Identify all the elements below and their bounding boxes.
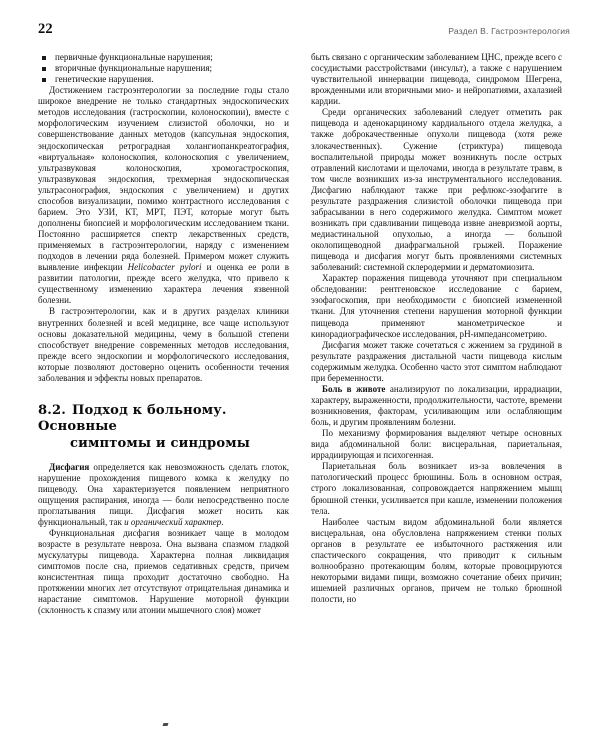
text-run: В гастроэнтерологии, как и в других разделах клиники внутренних болезней и всей медицине, все чаще используют основы доказательной медицины, чему в большой степени способствует внедрение современных методов исследования, прежде всего эндоскопии и морфологического исследования, которые позволяют достоверно оценить особенности течения заболевания и эффекты новых препаратов. (38, 306, 289, 383)
section-number: 8.2. (38, 402, 66, 418)
paragraph (311, 461, 562, 516)
italic-emphasis: и органический характер. (124, 516, 224, 527)
list-item (38, 74, 289, 85)
section-title-line1: Подход к больному. Основные (38, 402, 227, 435)
section-heading (38, 403, 289, 453)
paragraph (311, 107, 562, 273)
list-item (38, 52, 289, 63)
text-run: Среди органических заболеваний следует отметить рак пищевода и аденокарциному кардиального отдела желудка, а также доброкачественные опухоли пищевода (хотя реже злокачественных). Сужение (стриктура) пищевода воспалительной природы может возникнуть после острых отравлений кислотами и щелочами, иногда в результате травм, в том числе возникших из-за инструментального исследования. Дисфагию наблюдают также при рефлюкс-эзофагите в результате раздражения слизистой оболочки пищевода при забрасывании в него содержимого желудка. Симптом может возникать при сдавливании пищевода извне аневризмой аорты, медиастинальной опухолью, а иногда — большой околопищеводной диафрагмальной грыжей. Поражение пищевода и дисфагия могут быть проявлениями системных заболеваний: системной склеродермии и дерматомиозита. (311, 107, 562, 273)
paragraph (311, 340, 562, 384)
text-run: Характер поражения пищевода уточняют при специальном обследовании: рентгеновское исследование с барием, эзофагоскопия, при необходимости с биопсией измененной ткани. Для уточнения степени нарушения моторной функции пищевода применяют манометрическое и кинорадиографическое исследования, рН-импедансометрию. (311, 273, 562, 339)
page-number: 22 (38, 21, 53, 37)
text-run: Достижением гастроэнтерологии за последние годы стало широкое внедрение не только стандартных эндоскопических методов исследования (гастроскопии, колоноскопии), вместе с морфологическим изучением слизистой оболочки, но и совершенствование данных методов (капсульная эндоскопия, эндоскопическая ретроградная холангиопанкреатография, «виртуальная» колоноскопия, колоноскопия с увеличением, ультразвуковая колоноскопия, хромогастроскопия, ультразвуковая эндоскопия, трехмерная эндоскопическая ультрасонография, эндоскопия с увеличением) и других способов визуализации, помимо контрастного исследования с барием. Это УЗИ, КТ, МРТ, ПЭТ, которые могут быть дополнены биопсией и морфологическим исследованием ткани. Постоянно расширяется спектр лекарственных средств, применяемых в гастроэнтерологии, наряду с изменением подходов в лечении ряда болезней. Примером может служить выявление инфекции (38, 85, 289, 273)
paragraph (311, 517, 562, 606)
stray-ink-mark (163, 723, 169, 726)
text-run: Дисфагия может также сочетаться с жжением за грудиной в результате раздражения дистальной части пищевода кислым содержимым желудка. Особенно часто этот симптом наблюдают при беременности. (311, 339, 562, 383)
text-run: Функциональная дисфагия возникает чаще в молодом возрасте в результате невроза. Она вызвана спазмом гладкой мускулатуры пищевода. Характерна полная ликвидация симптомов после сна, приемов седативных средств, причем консистентная пища проходит достаточно свободно. На протяжении многих лет отсутствуют отрицательная динамика и нарастание симптомов. Нарушение моторной функции (склонность к спазму или атонии мышечного слоя) может (38, 528, 289, 616)
paragraph (38, 306, 289, 383)
bold-lead-in: Дисфагия (49, 461, 90, 472)
italic-emphasis: Helicobacter pylori (127, 262, 202, 273)
text-run: По механизму формирования выделяют четыре основных вида абдоминальной боли: висцеральная, париетальная, иррадиирующая и психогенная. (311, 428, 562, 461)
two-column-body (38, 52, 562, 732)
paragraph (38, 85, 289, 306)
list-item-label: первичные функциональные нарушения; (55, 52, 213, 62)
right-column-paragraphs (311, 52, 562, 605)
square-bullet-icon (42, 67, 46, 71)
text-run: анализируют по локализации, иррадиации, характеру, выраженности, продолжительности, частоте, времени возникновения, факторам, усиливающим или ослабляющим боль, и другим проявлениям болезни. (311, 383, 562, 428)
list-item-label: генетические нарушения. (55, 74, 154, 85)
paragraph (311, 384, 562, 428)
paragraph (311, 52, 562, 107)
running-head (38, 22, 570, 40)
left-column (38, 52, 289, 732)
bullet-list (38, 52, 289, 85)
text-run: и оценка ее роли в развитии патологии, прежде всего желудка, что привело к существенному изменению характера лечения язвенной болезни. (38, 262, 290, 306)
paragraph (38, 528, 289, 617)
section-title-line2: симптомы и синдромы (70, 436, 251, 452)
running-head-title: Раздел В. Гастроэнтерология (448, 26, 570, 36)
right-column (311, 52, 562, 732)
left-column-paragraphs-after-heading (38, 462, 289, 617)
text-run: Париетальная боль возникает из-за вовлечения в патологический процесс брюшины. Боль в основном острая, строго локализованная, сопровождается напряжением мышц брюшной стенки, усиливается при кашле, изменении положения тела. (311, 461, 562, 516)
bold-lead-in: Боль в животе (322, 383, 386, 394)
square-bullet-icon (42, 78, 46, 82)
text-run: Наиболее частым видом абдоминальной боли является висцеральная, она обусловлена напряжением стенки полых органов в результате ее избыточного растяжения или спастического сокращения, что приводит к сильным волнообразно протекающим болям, которые провоцируются некоторыми видами пищи, возможно сочетание обеих причин; ишемией различных органов, причем не только брюшной полости, но (311, 516, 562, 605)
paragraph (38, 462, 289, 528)
left-column-paragraphs (38, 85, 289, 384)
list-item (38, 63, 289, 74)
text-run: быть связано с органическим заболеванием ЦНС, прежде всего с сосудистыми расстройствами (инсульт), а также с нарушением чувствительной иннервации пищевода, синдромом Шегрена, врожденными или вторичными мио- и нейропатиями, ахалазией кардии. (311, 52, 562, 107)
paragraph (311, 273, 562, 339)
square-bullet-icon (42, 56, 46, 60)
list-item-label: вторичные функциональные нарушения; (55, 63, 213, 74)
paragraph (311, 428, 562, 461)
text-run: определяется как невозможность сделать глоток, нарушение прохождения пищевого комка к желудку по пищеводу. Она характеризуется появлением неприятного ощущения распирания, иногда — боли непосредственно после проглатывания пищи. Дисфагия может носить как функциональный, так (38, 461, 289, 527)
